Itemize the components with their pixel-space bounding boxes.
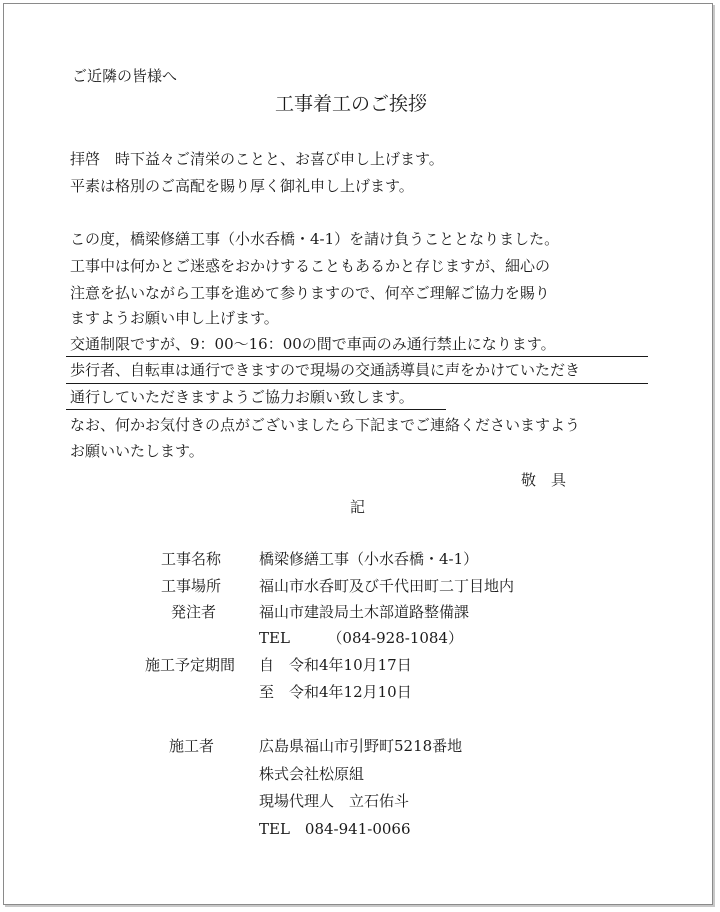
detail-contractor-label: 施工者	[169, 737, 215, 755]
addressee: ご近隣の皆様へ	[72, 67, 178, 85]
body-line-4: ますようお願い申し上げます。	[70, 309, 279, 327]
underline-3	[66, 409, 446, 410]
detail-site-label: 工事場所	[161, 577, 222, 595]
body-line-3: 注意を払いながら工事を進めて参りますので、何卒ご理解ご協力を賜り	[70, 284, 550, 302]
detail-period-label: 施工予定期間	[145, 656, 236, 674]
detail-name-value: 橋梁修繕工事（小水呑橋・4-1）	[259, 550, 479, 568]
underline-1	[66, 356, 648, 357]
closing: 敬 具	[521, 471, 567, 489]
letter-title: 工事着工のご挨拶	[275, 93, 428, 115]
underline-2	[66, 383, 648, 384]
greeting-line-2: 平素は格別のご高配を賜り厚く御礼申し上げます。	[70, 177, 414, 195]
body-line-7: 通行していただきますようご協力お願い致します。	[70, 388, 414, 406]
detail-client-label: 発注者	[171, 603, 217, 621]
detail-client-value: 福山市建設局土木部道路整備課	[259, 603, 470, 621]
body-line-9: お願いいたします。	[70, 442, 204, 460]
body-line-6: 歩行者、自転車は通行できますので現場の交通誘導員に声をかけていただき	[70, 361, 581, 379]
detail-period-from: 自 令和4年10月17日	[259, 656, 412, 674]
detail-site-value: 福山市水呑町及び千代田町二丁目地内	[259, 577, 515, 595]
detail-period-to: 至 令和4年12月10日	[259, 683, 412, 701]
detail-client-tel: TEL （084-928-1084）	[259, 629, 463, 647]
body-line-2: 工事中は何かとご迷惑をおかけすることもあるかと存じますが、細心の	[70, 257, 551, 275]
detail-contractor-tel: TEL 084-941-0066	[259, 820, 411, 838]
detail-name-label: 工事名称	[161, 550, 222, 568]
detail-contractor-company: 株式会社松原組	[259, 765, 365, 783]
detail-contractor-address: 広島県福山市引野町5218番地	[259, 737, 463, 755]
detail-contractor-agent: 現場代理人 立石佑斗	[259, 792, 410, 810]
ki-heading: 記	[350, 498, 366, 516]
body-line-5: 交通制限ですが、9：00～16：00の間で車両のみ通行禁止になります。	[70, 335, 556, 353]
body-line-1: この度，橋梁修繕工事（小水呑橋・4-1）を請け負うこととなりました。	[70, 230, 560, 248]
body-line-8: なお、何かお気付きの点がございましたら下記までご連絡くださいますよう	[70, 416, 581, 434]
greeting-line-1: 拝啓 時下益々ご清栄のことと、お喜び申し上げます。	[70, 150, 444, 168]
letter-page	[3, 3, 713, 905]
